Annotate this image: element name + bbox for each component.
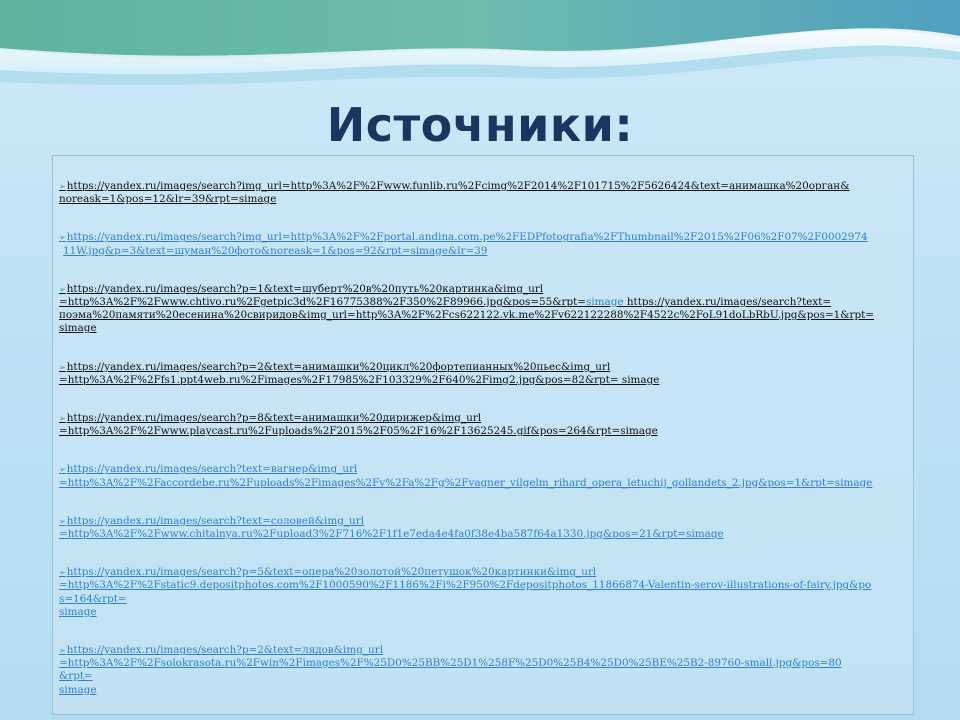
- list-item: [59, 283, 903, 336]
- arrow-bullet-icon: ➢: [59, 646, 66, 656]
- decorative-wave: [0, 0, 960, 90]
- list-item: [59, 180, 903, 206]
- arrow-bullet-icon: ➢: [59, 284, 66, 294]
- source-link-8[interactable]: ➢https://yandex.ru/images/search?p=5&text=опера%20золотой%20петушок%20картинки&img_url =http%3A%2F%2Fstatic9.depositphotos.com%2F1000590%2F1186%2Fi%2F950%2Fdepositphotos_11866874-Valentin-serov-illustrations-of-fairy.jpg&po s=164&rpt= simage: [59, 566, 872, 618]
- source-link-9[interactable]: ➢https://yandex.ru/images/search?p=2&text=лядов&img_url =http%3A%2F%2Fsolokrasota.ru%2Fwin%2Fimages%2F%25D0%25BB%25D1%258F%25D0%25B4%25D0%25BE%25B2-89760-small.jpg&pos=80 &rpt= simage: [59, 644, 842, 696]
- sources-box: [52, 155, 914, 715]
- arrow-bullet-icon: ➢: [59, 414, 66, 424]
- arrow-bullet-icon: ➢: [59, 233, 66, 243]
- list-item: [59, 515, 903, 541]
- source-link-5[interactable]: ➢https://yandex.ru/images/search?p=8&text=анимашки%20дирижер&img_url =http%3A%2F%2Fwww.playcast.ru%2Fuploads%2F2015%2F05%2F16%2F13625245.gif&pos=264&rpt=simage: [59, 412, 658, 438]
- source-link-3[interactable]: ➢https://yandex.ru/images/search?p=1&text=шуберт%20в%20путь%20картинка&img_url =http%3A%2F%2Fwww.chtivo.ru%2Fgetpic3d%2F16775388%2F350%2F89966.jpg&pos=55&rpt=simage https://yandex.ru/images/search?text= поэма%20памяти%20есенина%20свиридов&img_url=http%3A%2F%2Fcs622122.vk.me%2Fv622122288%2F4522c%2FoL91doLbRbU.jpg&pos=1&rpt= simage: [59, 282, 875, 335]
- source-link-1[interactable]: ➢https://yandex.ru/images/search?img_url=http%3A%2F%2Fwww.funlib.ru%2Fcimg%2F2014%2F101715%2F5626424&text=анимашка%20орган& noreask=1&pos=12&lr=39&rpt=simage: [59, 180, 850, 206]
- arrow-bullet-icon: ➢: [59, 362, 66, 372]
- slide-title: Источники:: [326, 98, 634, 152]
- simage-inline-link[interactable]: simage: [586, 296, 624, 309]
- arrow-bullet-icon: ➢: [59, 568, 66, 578]
- list-item: [59, 231, 903, 257]
- source-link-7[interactable]: ➢https://yandex.ru/images/search?text=соловей&img_url =http%3A%2F%2Fwww.chitalnya.ru%2Fupload3%2F716%2F1f1e7eda4e4fa0f38e4ba587f64a1330.jpg&pos=21&rpt=simage: [59, 514, 724, 541]
- arrow-bullet-icon: ➢: [59, 182, 66, 191]
- list-item: [59, 412, 903, 438]
- source-link-4[interactable]: ➢https://yandex.ru/images/search?p=2&text=анимашки%20цикл%20фортепианных%20пьес&img_url =http%3A%2F%2Ffs1.ppt4web.ru%2Fimages%2F17985%2F103329%2F640%2Fimg2.jpg&pos=82&rpt= simage: [59, 360, 660, 386]
- arrow-bullet-icon: ➢: [59, 465, 66, 475]
- list-item: [59, 644, 903, 697]
- list-item: [59, 463, 903, 489]
- sources-list: [53, 156, 913, 697]
- source-link-6[interactable]: ➢https://yandex.ru/images/search?text=вагнер&img_url =http%3A%2F%2Faccordebe.ru%2Fuploads%2Fimages%2Fv%2Fa%2Fg%2Fvagner_vilgelm_rihard_opera_letuchij_gollandets_2.jpg&pos=1&rpt=simage: [59, 463, 873, 489]
- list-item: [59, 361, 903, 387]
- list-item: [59, 566, 903, 619]
- source-link-2[interactable]: ➢https://yandex.ru/images/search?img_url=http%3A%2F%2Fportal.andina.com.pe%2FEDPfotografia%2FThumbnail%2F2015%2F06%2F07%2F0002974 11W.jpg&p=3&text=шуман%20фото&noreask=1&pos=92&rpt=simage&lr=39: [59, 231, 868, 257]
- arrow-bullet-icon: ➢: [59, 516, 66, 526]
